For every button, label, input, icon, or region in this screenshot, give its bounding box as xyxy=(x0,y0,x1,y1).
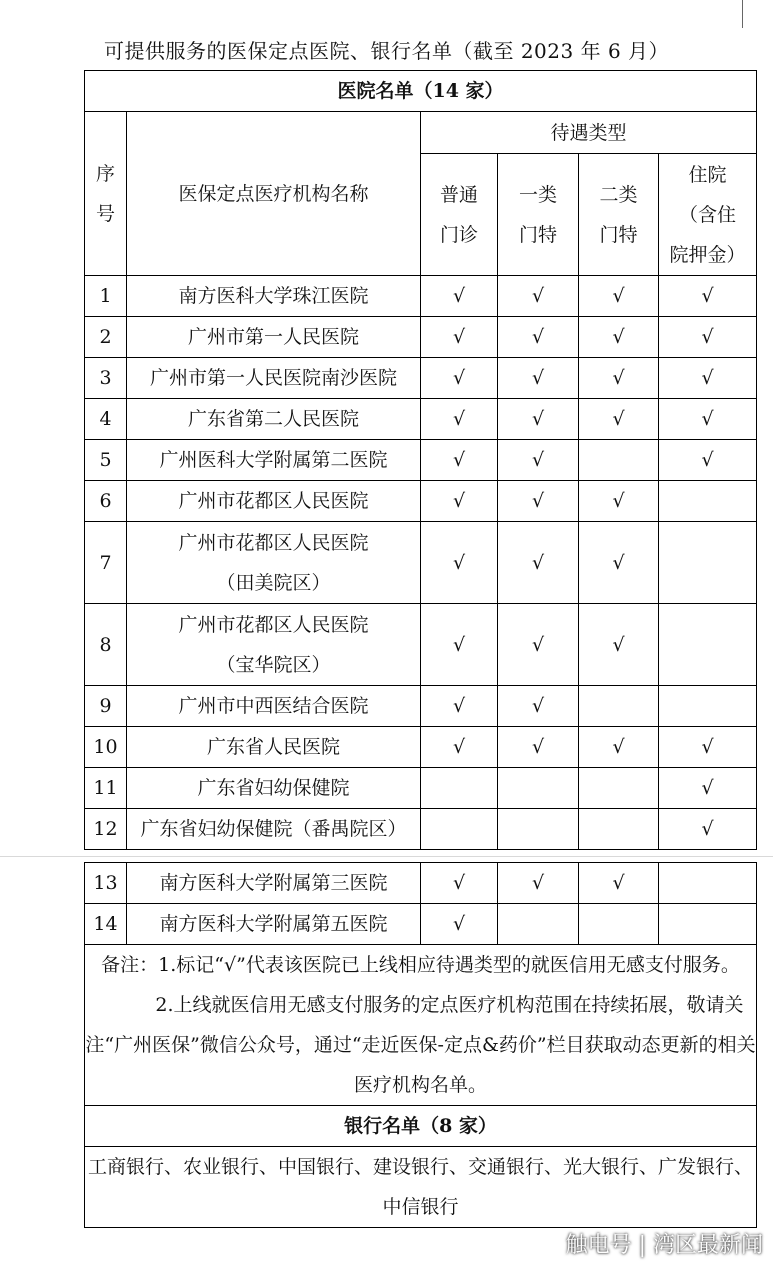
hospital-name-line: 广州市第一人民医院南沙医院 xyxy=(149,367,397,389)
general-outpatient-mark: √ xyxy=(421,317,498,358)
remarks-cell xyxy=(85,945,757,1106)
row-number: 4 xyxy=(85,399,127,440)
hospital-name-line: 广州市中西医结合医院 xyxy=(178,695,369,717)
page-break xyxy=(0,851,773,861)
general-outpatient-mark: √ xyxy=(421,604,498,686)
hospital-name xyxy=(127,727,421,768)
class2-special-mark xyxy=(579,904,659,945)
class2-special-mark xyxy=(579,768,659,809)
class2-special-mark: √ xyxy=(579,276,659,317)
class1-special-mark: √ xyxy=(498,604,579,686)
hospital-name xyxy=(127,522,421,604)
general-outpatient-mark: √ xyxy=(421,863,498,904)
hospital-name-line: 广东省妇幼保健院 xyxy=(197,777,350,799)
inpatient-mark xyxy=(659,522,757,604)
inpatient-mark: √ xyxy=(659,809,757,850)
hospital-name xyxy=(127,358,421,399)
row-number: 2 xyxy=(85,317,127,358)
row-number: 12 xyxy=(85,809,127,850)
header-line: 二类 xyxy=(599,183,638,206)
hospital-name xyxy=(127,276,421,317)
inpatient-mark xyxy=(659,904,757,945)
table-row xyxy=(85,809,757,850)
hospital-name xyxy=(127,399,421,440)
benefit-type-header: 待遇类型 xyxy=(421,112,757,154)
class1-special-mark: √ xyxy=(498,863,579,904)
general-outpatient-mark: √ xyxy=(421,522,498,604)
source-watermark: 触电号 | 湾区最新闻 xyxy=(565,1233,763,1258)
index-header-char: 序 xyxy=(95,162,115,185)
column-general-outpatient xyxy=(421,154,498,276)
hospital-name-line: 广州市花都区人民医院 xyxy=(178,613,369,636)
hospital-name xyxy=(127,481,421,522)
table-row xyxy=(85,768,757,809)
row-number: 3 xyxy=(85,358,127,399)
remark-1: 备注：1.标记“√”代表该医院已上线相应待遇类型的就医信用无感支付服务。 xyxy=(101,954,740,976)
class2-special-mark xyxy=(579,809,659,850)
general-outpatient-mark: √ xyxy=(421,686,498,727)
remark-2: 2.上线就医信用无感支付服务的定点医疗机构范围在持续拓展，敬请关注“广州医保”微信公众号，通过“走近医保-定点&药价”栏目获取动态更新的相关医疗机构名单。 xyxy=(85,994,756,1096)
table-row xyxy=(85,904,757,945)
class2-special-mark xyxy=(579,686,659,727)
inpatient-mark: √ xyxy=(659,440,757,481)
class2-special-mark: √ xyxy=(579,863,659,904)
hospital-name-line: 广东省第二人民医院 xyxy=(187,408,359,430)
column-class2-special xyxy=(579,154,659,276)
inpatient-mark: √ xyxy=(659,358,757,399)
row-number: 8 xyxy=(85,604,127,686)
class1-special-mark: √ xyxy=(498,317,579,358)
hospital-name xyxy=(127,686,421,727)
row-number: 1 xyxy=(85,276,127,317)
table-row xyxy=(85,686,757,727)
inpatient-mark xyxy=(659,863,757,904)
class1-special-mark: √ xyxy=(498,686,579,727)
hospital-name-line: （田美院区） xyxy=(216,571,331,594)
bank-list: 工商银行、农业银行、中国银行、建设银行、交通银行、光大银行、广发银行、中信银行 xyxy=(85,1147,757,1228)
table-row xyxy=(85,358,757,399)
inpatient-mark: √ xyxy=(659,727,757,768)
general-outpatient-mark: √ xyxy=(421,276,498,317)
hospital-list-header: 医院名单（14 家） xyxy=(85,71,757,112)
row-number: 5 xyxy=(85,440,127,481)
class1-special-mark: √ xyxy=(498,481,579,522)
hospital-name-line: 南方医科大学附属第三医院 xyxy=(159,872,388,894)
row-number: 11 xyxy=(85,768,127,809)
class1-special-mark: √ xyxy=(498,522,579,604)
hospital-table-continued xyxy=(84,862,757,1228)
hospital-name xyxy=(127,863,421,904)
class1-special-mark: √ xyxy=(498,358,579,399)
document-title: 可提供服务的医保定点医院、银行名单（截至 2023 年 6 月） xyxy=(103,39,670,63)
column-name-header: 医保定点医疗机构名称 xyxy=(127,112,421,276)
header-line: 院押金） xyxy=(669,243,746,266)
class1-special-mark: √ xyxy=(498,276,579,317)
class2-special-mark: √ xyxy=(579,399,659,440)
general-outpatient-mark: √ xyxy=(421,727,498,768)
table-row xyxy=(85,399,757,440)
hospital-name-line: 广东省妇幼保健院（番禺院区） xyxy=(140,818,407,840)
table-row xyxy=(85,604,757,686)
hospital-name-line: 广东省人民医院 xyxy=(206,736,340,758)
hospital-name xyxy=(127,809,421,850)
bank-list-header: 银行名单（8 家） xyxy=(85,1106,757,1147)
header-line: 一类 xyxy=(518,183,557,206)
class1-special-mark xyxy=(498,809,579,850)
inpatient-mark: √ xyxy=(659,317,757,358)
hospital-name-line: （宝华院区） xyxy=(216,653,331,676)
row-number: 7 xyxy=(85,522,127,604)
general-outpatient-mark: √ xyxy=(421,440,498,481)
header-line: 门特 xyxy=(518,223,557,246)
hospital-table xyxy=(84,70,757,850)
hospital-name-line: 广州市花都区人民医院 xyxy=(178,531,369,554)
hospital-name xyxy=(127,904,421,945)
class2-special-mark: √ xyxy=(579,522,659,604)
inpatient-mark: √ xyxy=(659,276,757,317)
class2-special-mark xyxy=(579,440,659,481)
inpatient-mark xyxy=(659,604,757,686)
class1-special-mark: √ xyxy=(498,399,579,440)
general-outpatient-mark: √ xyxy=(421,481,498,522)
header-line: （含住 xyxy=(678,203,736,226)
header-line: 普通 xyxy=(439,183,478,206)
hospital-name-line: 南方医科大学附属第五医院 xyxy=(159,913,388,935)
table-row xyxy=(85,440,757,481)
class1-special-mark: √ xyxy=(498,440,579,481)
hospital-name-line: 广州市第一人民医院 xyxy=(187,326,359,348)
column-index-header xyxy=(85,112,127,276)
general-outpatient-mark xyxy=(421,768,498,809)
table-row xyxy=(85,276,757,317)
column-inpatient xyxy=(659,154,757,276)
header-line: 门诊 xyxy=(439,223,478,246)
table-row xyxy=(85,863,757,904)
row-number: 14 xyxy=(85,904,127,945)
hospital-name-line: 广州市花都区人民医院 xyxy=(178,490,369,512)
class2-special-mark: √ xyxy=(579,727,659,768)
class2-special-mark: √ xyxy=(579,604,659,686)
inpatient-mark xyxy=(659,686,757,727)
hospital-name-line: 南方医科大学珠江医院 xyxy=(178,285,369,307)
hospital-name xyxy=(127,768,421,809)
table-row xyxy=(85,727,757,768)
row-number: 6 xyxy=(85,481,127,522)
table-row xyxy=(85,522,757,604)
class1-special-mark xyxy=(498,768,579,809)
row-number: 10 xyxy=(85,727,127,768)
inpatient-mark: √ xyxy=(659,399,757,440)
column-class1-special xyxy=(498,154,579,276)
header-line: 门特 xyxy=(599,223,638,246)
general-outpatient-mark: √ xyxy=(421,399,498,440)
hospital-name xyxy=(127,440,421,481)
class2-special-mark: √ xyxy=(579,317,659,358)
class2-special-mark: √ xyxy=(579,481,659,522)
inpatient-mark: √ xyxy=(659,768,757,809)
inpatient-mark xyxy=(659,481,757,522)
general-outpatient-mark: √ xyxy=(421,904,498,945)
table-row xyxy=(85,481,757,522)
hospital-name xyxy=(127,317,421,358)
header-line: 住院 xyxy=(688,163,727,186)
row-number: 9 xyxy=(85,686,127,727)
general-outpatient-mark xyxy=(421,809,498,850)
index-header-char: 号 xyxy=(95,202,115,225)
hospital-name xyxy=(127,604,421,686)
hospital-name-line: 广州医科大学附属第二医院 xyxy=(159,449,388,471)
table-row xyxy=(85,317,757,358)
class1-special-mark xyxy=(498,904,579,945)
row-number: 13 xyxy=(85,863,127,904)
general-outpatient-mark: √ xyxy=(421,358,498,399)
class1-special-mark: √ xyxy=(498,727,579,768)
page-edge-mark xyxy=(742,0,743,28)
class2-special-mark: √ xyxy=(579,358,659,399)
